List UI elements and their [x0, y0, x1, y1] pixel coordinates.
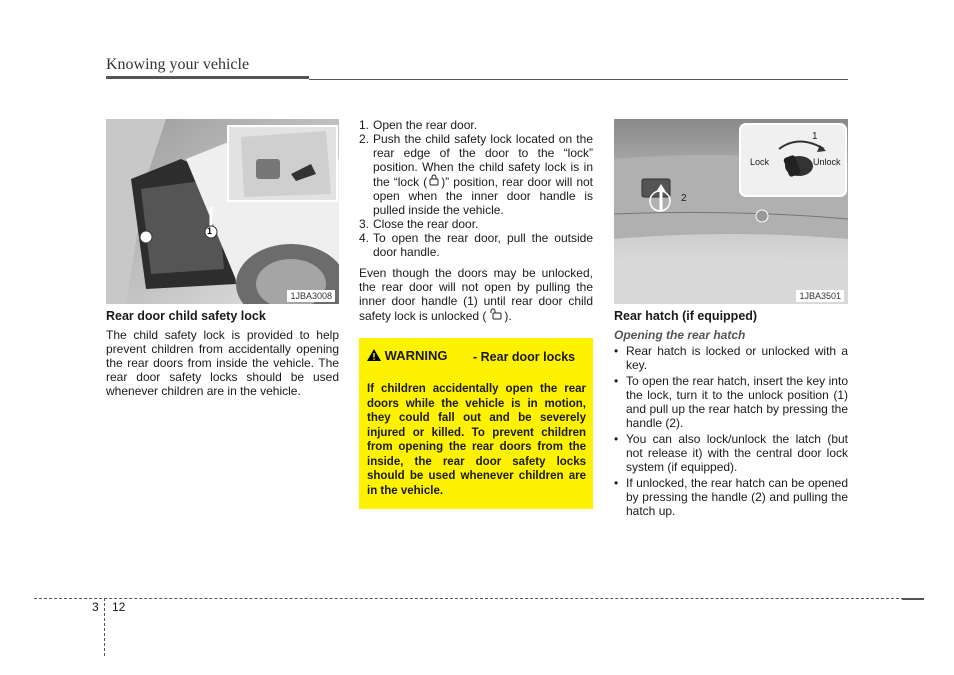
footer-rule-accent	[902, 598, 924, 600]
step-item	[359, 217, 593, 231]
steps-list	[359, 118, 593, 259]
rear-hatch-figure	[614, 119, 848, 304]
step-text-cont: )” position, rear door will not open when the inner door handle is pulled inside the vehicle.	[373, 175, 593, 217]
warning-triangle-icon	[367, 348, 381, 363]
bullet-item: • To open the rear hatch, insert the key into the lock, turn it to the unlock position (1) and pull up the rear hatch by pressing the handle (2).	[614, 374, 848, 430]
lock-label: Lock	[750, 157, 770, 167]
figure-code: 1JBA3008	[287, 290, 335, 302]
unlock-note-text: Even though the doors may be unlocked, the rear door will not open by pulling the inner door handle (1) until rear door child safety lock is unlocked (	[359, 266, 593, 323]
step-item	[359, 118, 593, 132]
warning-text: If children accidentally open the rear doors while the vehicle is in motion, they could fall out and be severely injured or killed. To prevent children from opening the rear doors from the inside, the rear door safety locks should be used whenever children are in the vehicle.	[367, 383, 586, 497]
step-text: To open the rear door, pull the outside door handle.	[373, 231, 593, 259]
step-text: Open the rear door.	[373, 118, 478, 132]
header-rule-thin	[309, 79, 848, 80]
footer-divider	[104, 598, 105, 656]
warning-label	[367, 348, 447, 363]
step-number: 1.	[359, 118, 370, 132]
bullet-item: • Rear hatch is locked or unlocked with a key.	[614, 344, 848, 372]
rear-hatch-illustration	[614, 119, 848, 304]
unlock-note	[359, 266, 593, 323]
step-text: Push the child safety lock located on the rear edge of the door to the “lock” position. When the child safety lock is in the “lock (	[373, 132, 593, 189]
step-item	[359, 231, 593, 259]
subheading-opening: Opening the rear hatch	[614, 328, 746, 342]
step-item	[359, 132, 593, 217]
bullet-item: • You can also lock/unlock the latch (but not release it) with the central door lock system (if equipped).	[614, 432, 848, 474]
callout-1: 1	[812, 131, 818, 142]
rear-door-illustration	[106, 119, 339, 304]
step-number: 3.	[359, 217, 370, 231]
page-header-title: Knowing your vehicle	[106, 56, 250, 73]
warning-box	[359, 338, 593, 509]
step-number: 4.	[359, 231, 370, 245]
page-number: 12	[112, 600, 126, 614]
figure-code: 1JBA3501	[796, 290, 844, 302]
header-rule	[106, 76, 309, 79]
footer-rule	[34, 598, 924, 599]
lock-symbol-icon	[427, 175, 441, 189]
warning-title: - Rear door locks	[473, 350, 576, 364]
unlock-label: Unlock	[813, 157, 841, 167]
warning-label-text: WARNING	[384, 348, 448, 363]
unlock-symbol-icon	[486, 309, 504, 323]
step-text: Close the rear door.	[373, 217, 479, 231]
page-section-number: 3	[92, 600, 99, 614]
section-heading-child-lock: Rear door child safety lock	[106, 309, 266, 323]
callout-2: 2	[681, 193, 687, 204]
rear-hatch-bullets	[614, 344, 848, 520]
callout-1: 1	[207, 226, 213, 236]
bullet-item: • If unlocked, the rear hatch can be opened by pressing the handle (2) and pulling the hatch up.	[614, 476, 848, 518]
unlock-note-end: ).	[504, 309, 512, 323]
step-number: 2.	[359, 132, 370, 146]
child-lock-description: The child safety lock is provided to help prevent children from accidentally opening the rear doors from inside the vehicle. The rear door safety locks should be used whenever children are in the vehicle.	[106, 328, 339, 398]
rear-door-figure	[106, 119, 339, 304]
section-heading-rear-hatch: Rear hatch (if equipped)	[614, 309, 758, 323]
